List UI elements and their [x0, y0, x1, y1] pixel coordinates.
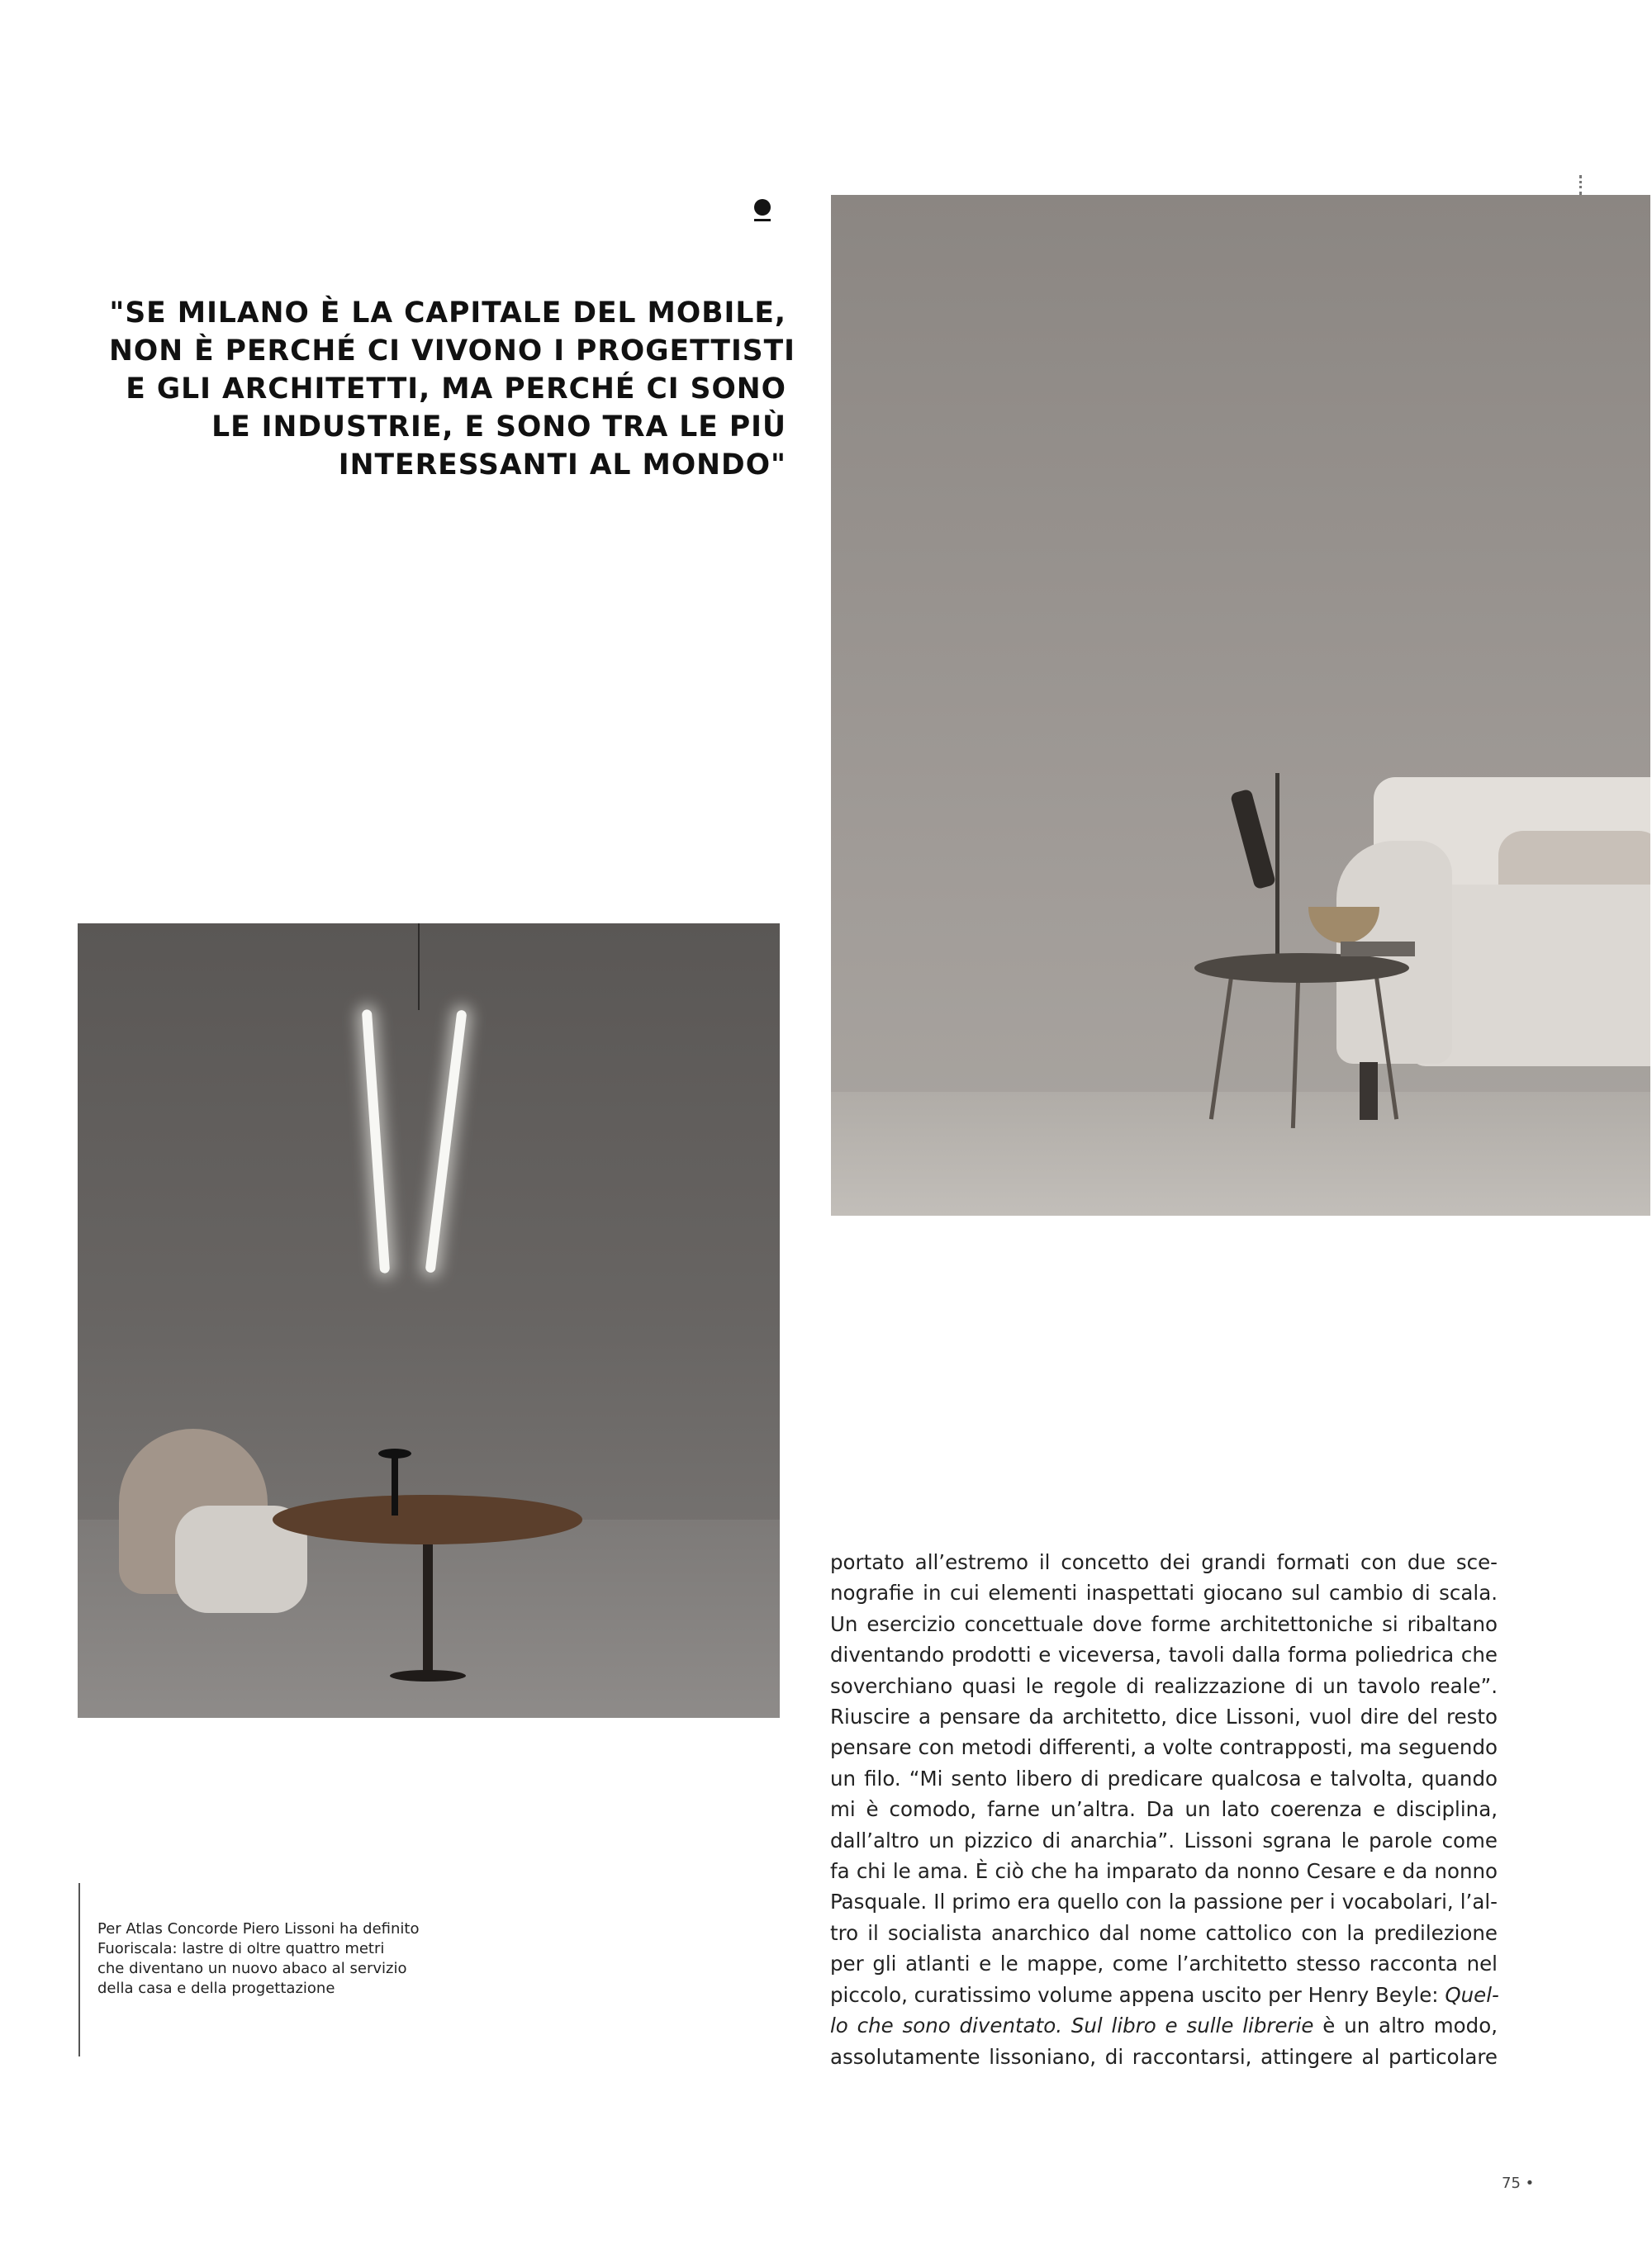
- pendant-cord: [418, 923, 420, 1010]
- pull-quote-line: "SE MILANO È LA CAPITALE DEL MOBILE,: [109, 296, 786, 330]
- books-stack: [1341, 942, 1415, 956]
- sofa-leg: [1360, 1062, 1378, 1120]
- round-table-base: [390, 1670, 466, 1682]
- table-lamp-head: [378, 1449, 411, 1459]
- body-line-text: è un altro modo,: [1313, 2014, 1498, 2038]
- body-line: assolutamente lissoniano, di raccontarsi, attingere al particolare: [830, 2044, 1498, 2069]
- body-line: Riuscire a pensare da architetto, dice Lissoni, vuol dire del resto: [830, 1705, 1498, 1729]
- photo-caption: [97, 1919, 527, 1999]
- body-line: Un esercizio concettuale dove forme architettoniche si ribaltano: [830, 1611, 1498, 1636]
- body-line: [830, 1980, 1498, 2010]
- lamp-head: [1230, 789, 1276, 890]
- page-number: 75 •: [1502, 2175, 1535, 2192]
- pull-quote-line: NON È PERCHÉ CI VIVONO I PROGETTISTI: [109, 334, 796, 368]
- book-title-part: lo che sono diventato. Sul libro e sulle librerie: [830, 2014, 1314, 2038]
- body-line: mi è comodo, farne un’altra. Da un lato coerenza e disciplina,: [830, 1797, 1498, 1822]
- section-bullet-icon: [754, 199, 771, 216]
- pull-quote-line: E GLI ARCHITETTI, MA PERCHÉ CI SONO: [126, 372, 786, 406]
- body-line: dall’altro un pizzico di anarchia”. Lissoni sgrana le parole come: [830, 1828, 1498, 1852]
- photo-pendant-lamp-armchair: [78, 923, 780, 1718]
- article-body: [830, 1547, 1498, 2072]
- side-table-top: [1194, 953, 1409, 983]
- caption-line: Per Atlas Concorde Piero Lissoni ha definito: [97, 1920, 420, 1938]
- body-line: un filo. “Mi sento libero di predicare qualcosa e talvolta, quando: [830, 1766, 1498, 1791]
- photo-floor: [831, 1092, 1650, 1216]
- light-tube: [362, 1009, 390, 1274]
- body-line-text: piccolo, curatissimo volume appena uscito per Henry Beyle:: [830, 1982, 1446, 2007]
- book-title-part: Quel-: [1445, 1982, 1499, 2007]
- caption-rule: [78, 1883, 80, 2056]
- caption-line: della casa e della progettazione: [97, 1980, 335, 1997]
- body-line: per gli atlanti e le mappe, come l’architetto stesso racconta nel: [830, 1952, 1498, 1976]
- light-tube: [425, 1009, 468, 1273]
- page-edge-mark: [1579, 175, 1584, 195]
- caption-line: Fuoriscala: lastre di oltre quattro metri: [97, 1940, 385, 1957]
- round-table-top: [273, 1495, 582, 1544]
- pull-quote: [109, 294, 796, 484]
- body-line: [830, 2010, 1498, 2041]
- pull-quote-line: INTERESSANTI AL MONDO": [338, 448, 786, 481]
- body-line: soverchiano quasi le regole di realizzazione di un tavolo reale”.: [830, 1673, 1498, 1698]
- photo-sofa-side-table: [831, 195, 1650, 1216]
- section-bullet-underline: [754, 219, 771, 221]
- body-line: fa chi le ama. È ciò che ha imparato da nonno Cesare e da nonno: [830, 1859, 1498, 1884]
- body-line: portato all’estremo il concetto dei grandi formati con due sce-: [830, 1550, 1498, 1574]
- body-line: Pasquale. Il primo era quello con la passione per i vocabolari, l’al-: [830, 1890, 1498, 1914]
- body-line: tro il socialista anarchico dal nome cattolico con la predilezione: [830, 1920, 1498, 1945]
- body-line: diventando prodotti e viceversa, tavoli dalla forma poliedrica che: [830, 1643, 1498, 1667]
- caption-line: che diventano un nuovo abaco al servizio: [97, 1960, 407, 1977]
- body-line: nografie in cui elementi inaspettati giocano sul cambio di scala.: [830, 1581, 1498, 1606]
- table-lamp: [392, 1454, 398, 1516]
- lamp-stem: [1275, 773, 1279, 963]
- pull-quote-line: LE INDUSTRIE, E SONO TRA LE PIÙ: [211, 410, 786, 444]
- body-line: pensare con metodi differenti, a volte contrapposti, ma seguendo: [830, 1735, 1498, 1760]
- round-table-stem: [423, 1535, 433, 1675]
